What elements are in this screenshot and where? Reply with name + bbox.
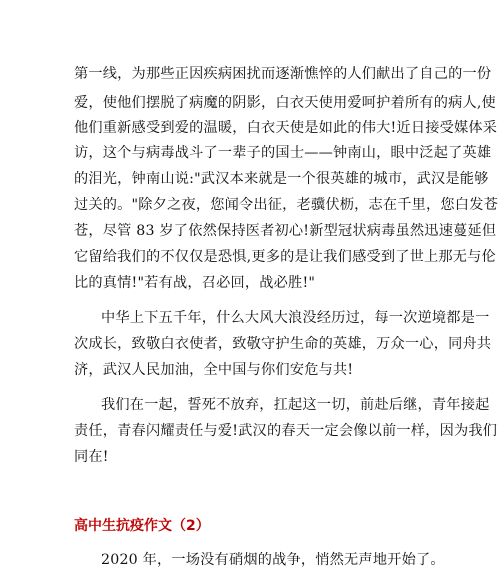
paragraph-line: 过关的。"除夕之夜，您闻令出征，老骥伏枥，志在千里，您白发苍 xyxy=(74,197,498,213)
paragraph-line: 爱，使他们摆脱了病魔的阴影，白衣天使用爱呵护着所有的病人,使 xyxy=(74,95,496,111)
paragraph-line: 苍，尽管 83 岁了依然保持医者初心!新型冠状病毒虽然迅速蔓延但 xyxy=(74,223,497,239)
paragraph-line: 第一线，为那些正因疾病困扰而逐渐憔悴的人们献出了自己的一份 xyxy=(74,66,492,82)
paragraph-line: 它留给我们的不仅仅是恐惧,更多的是让我们感受到了世上那无与伦 xyxy=(74,249,496,265)
paragraph-line: 责任，青春闪耀责任与爱!武汉的春天一定会像以前一样，因为我们 xyxy=(74,423,498,439)
paragraph-line: 他们重新感受到爱的温暖，白衣天使是如此的伟大!近日接受媒体采 xyxy=(74,120,498,136)
paragraph-line: 中华上下五千年，什么大风大浪没经历过，每一次逆境都是一 xyxy=(101,310,490,326)
paragraph-line: 2020 年，一场没有硝烟的战争，悄然无声地开始了。 xyxy=(101,552,445,568)
paragraph-line: 同在! xyxy=(74,449,109,465)
paragraph-line: 访，这个与病毒战斗了一辈子的国士——钟南山，眼中泛起了英雄 xyxy=(74,145,492,161)
paragraph-line: 的泪光，钟南山说:"武汉本来就是一个很英雄的城市，武汉是能够 xyxy=(74,171,489,187)
section-heading: 高中生抗疫作文（2） xyxy=(74,518,210,534)
paragraph-line: 次成长，致敬白衣使者，致敬守护生命的英雄，万众一心，同舟共 xyxy=(74,336,492,352)
paragraph-line: 济，武汉人民加油，全中国与你们安危与共! xyxy=(74,362,354,378)
paragraph-line: 比的真情!"若有战，召必回，战必胜!" xyxy=(74,275,316,291)
paragraph-line: 我们在一起，誓死不放弃，扛起这一切，前赴后继，青年接起 xyxy=(101,397,490,413)
